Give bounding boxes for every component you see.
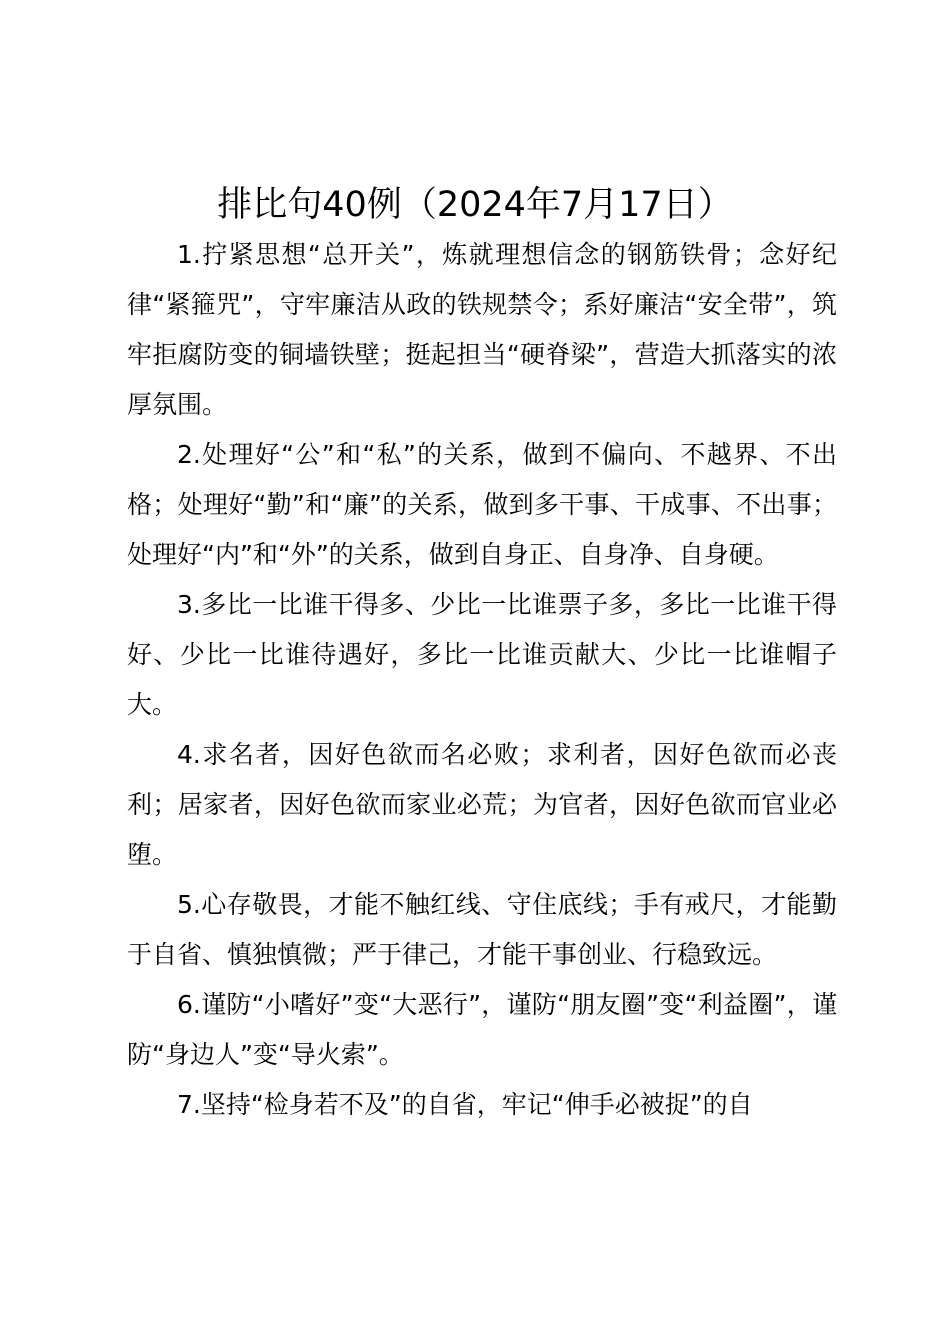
paragraph-1: 1.拧紧思想“总开关”，炼就理想信念的钢筋铁骨；念好纪律“紧箍咒”，守牢廉洁从政的铁规禁令；系好廉洁“安全带”，筑牢拒腐防变的铜墙铁壁；挺起担当“硬脊梁”，营造大抓落实的浓厚氛围。 <box>127 240 837 419</box>
paragraph-5: 5.心存敬畏，才能不触红线、守住底线；手有戒尺，才能勤于自省、慎独慎微；严于律己，才能干事创业、行稳致远。 <box>127 890 837 969</box>
paragraph-3: 3.多比一比谁干得多、少比一比谁票子多，多比一比谁干得好、少比一比谁待遇好，多比一比谁贡献大、少比一比谁帽子大。 <box>127 590 837 719</box>
paragraph-4: 4.求名者，因好色欲而名必败；求利者，因好色欲而必丧利；居家者，因好色欲而家业必荒；为官者，因好色欲而官业必堕。 <box>127 740 837 869</box>
paragraph-2: 2.处理好“公”和“私”的关系，做到不偏向、不越界、不出格；处理好“勤”和“廉”的关系，做到多干事、干成事、不出事；处理好“内”和“外”的关系，做到自身正、自身净、自身硬。 <box>127 440 837 569</box>
document-body <box>127 230 837 1130</box>
paragraph-6: 6.谨防“小嗜好”变“大恶行”，谨防“朋友圈”变“利益圈”，谨防“身边人”变“导火索”。 <box>127 990 837 1069</box>
paragraph-7: 7.坚持“检身若不及”的自省，牢记“伸手必被捉”的自 <box>177 1090 753 1119</box>
document-title: 排比句40例（2024年7月17日） <box>217 185 733 225</box>
